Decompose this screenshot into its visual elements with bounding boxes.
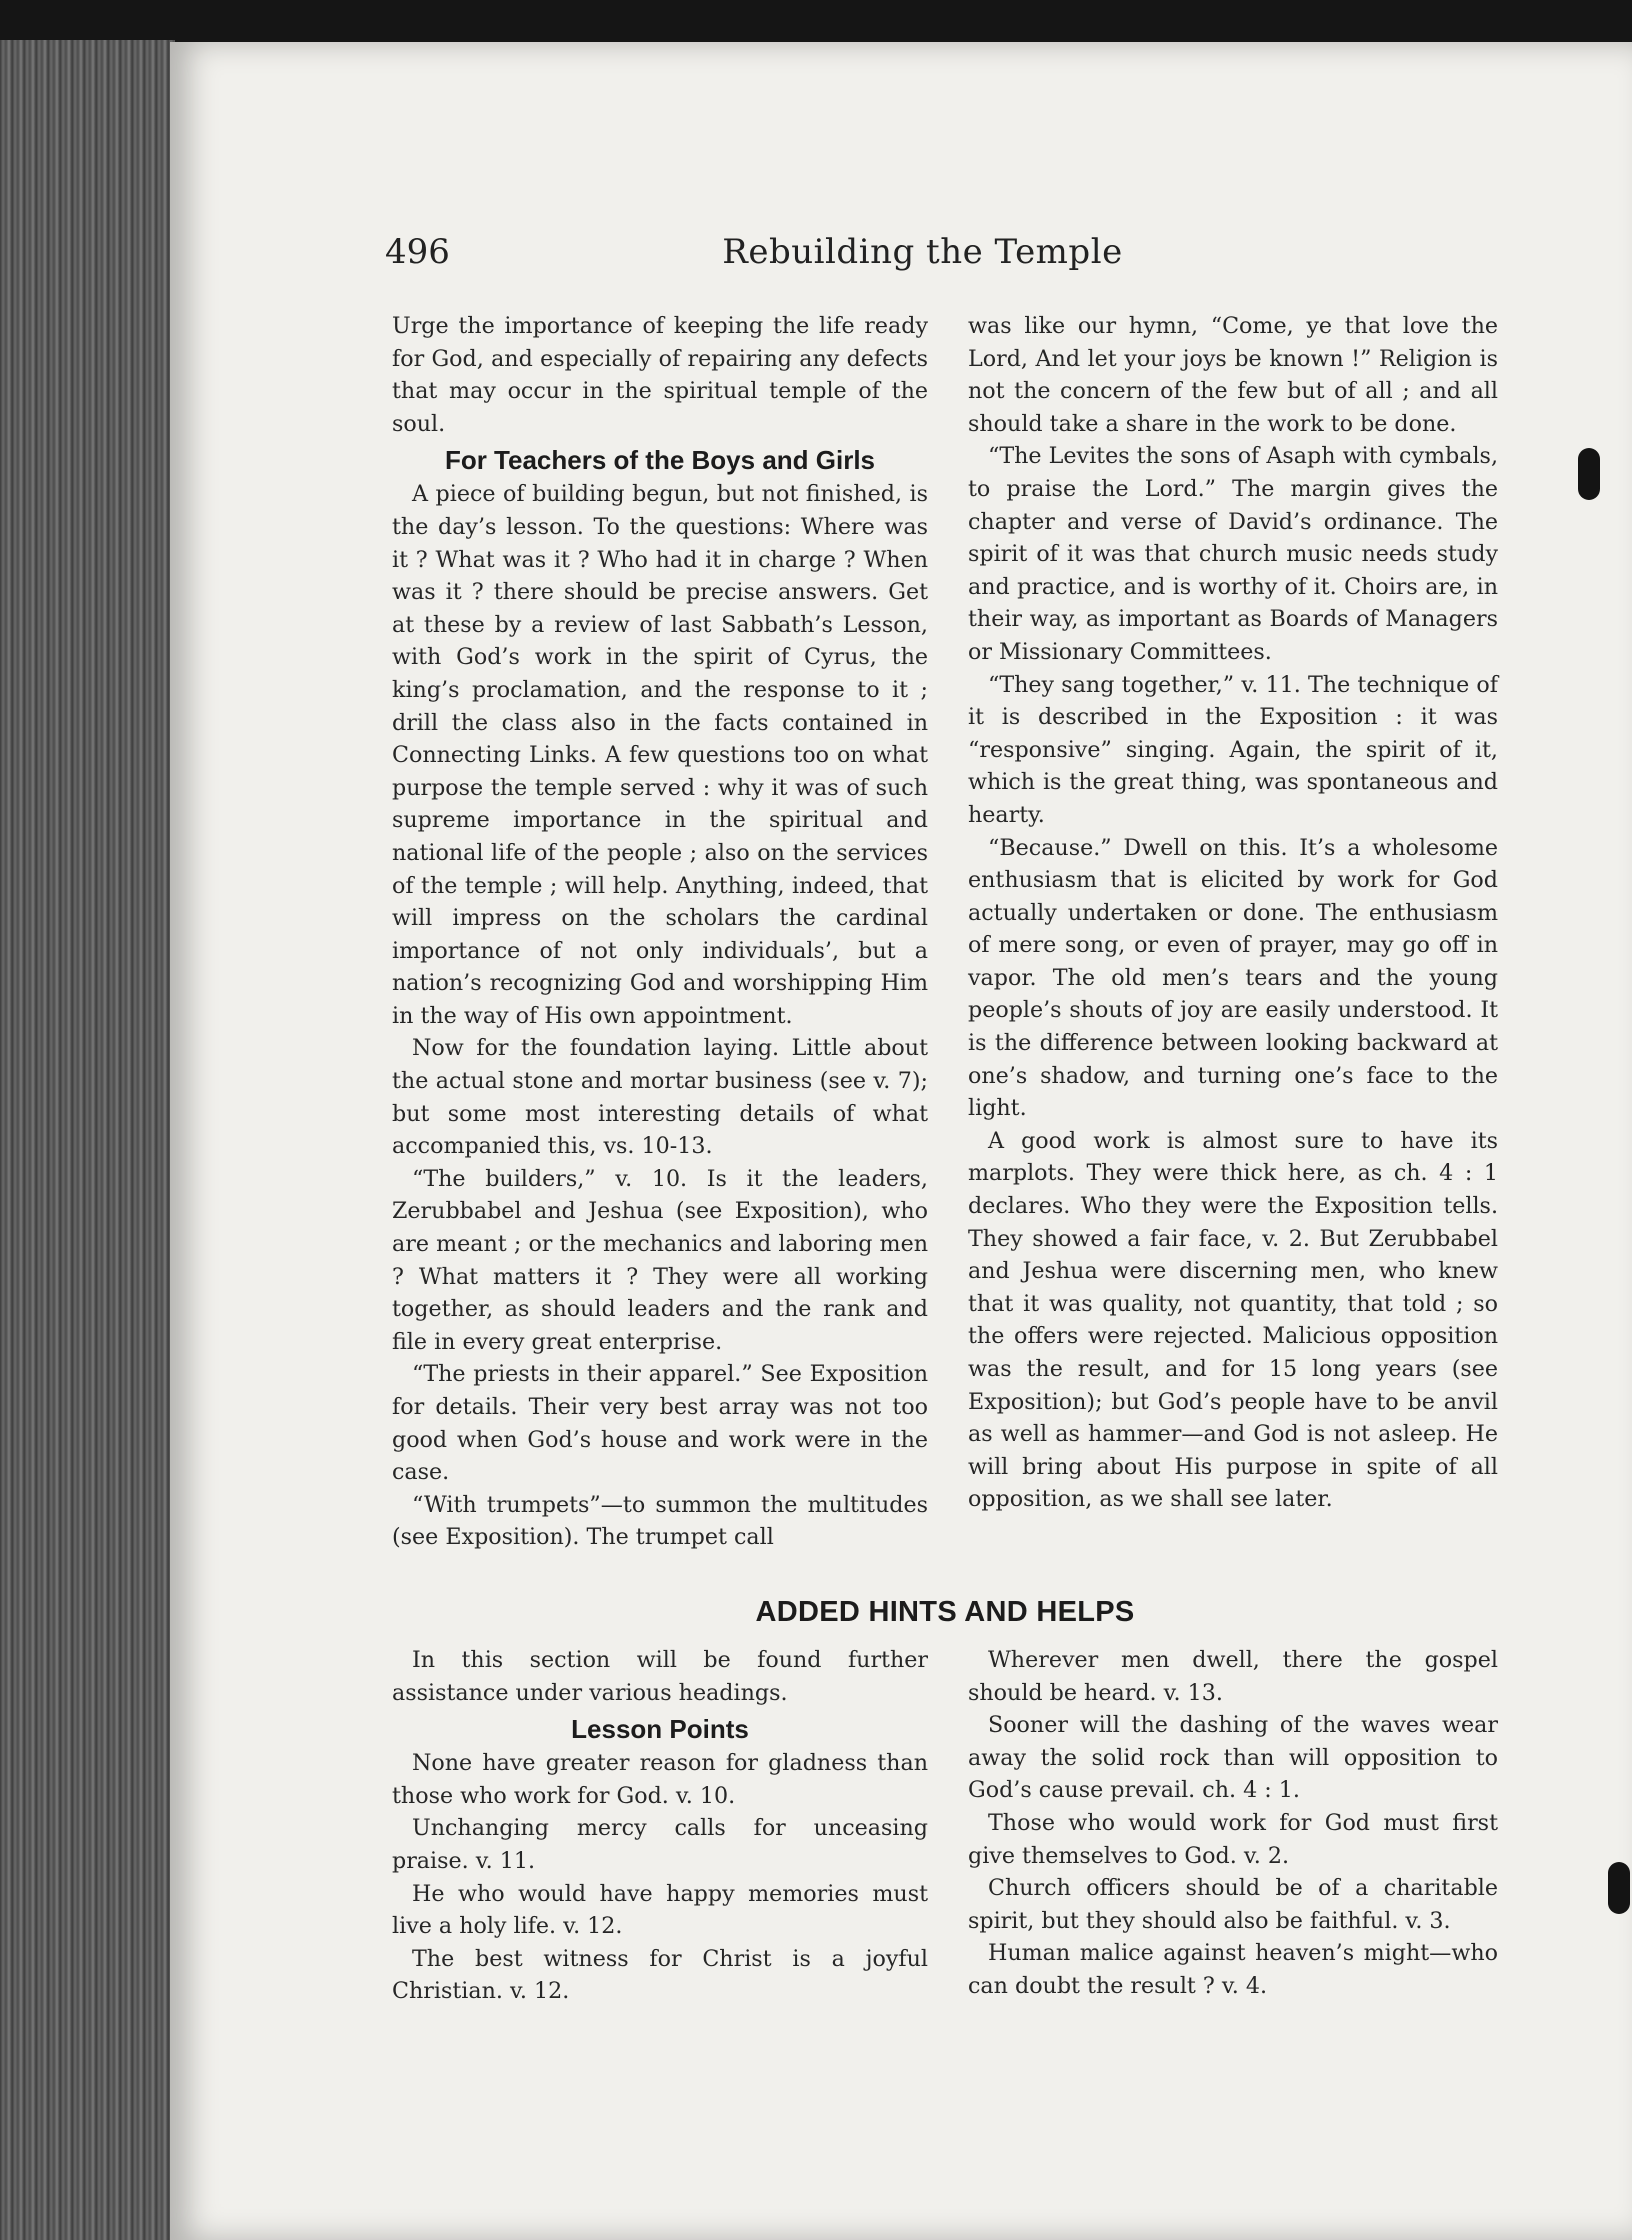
body-paragraph: “They sang together,” v. 11. The technique of it is described in the Exposition : it was “responsive” singing. Again, the spirit of it, which is the great thing, was spontaneous and hearty. — [968, 671, 1498, 828]
lesson-point: He who would have happy memories must live a holy life. v. 12. — [392, 1880, 928, 1940]
body-paragraph: A good work is almost sure to have its marplots. They were thick here, as ch. 4 : 1 declares. Who they were the Exposition tells. They showed a fair face, v. 2. But Zerubbabel and Jeshua were discerning men, who knew that it was quality, not quantity, that told ; so the offers were rejected. Malicious opposition was the result, and for 15 long years (see Exposition); but God’s people have to be anvil as well as hammer—and God is not asleep. He will bring about His purpose in spite of all opposition, as we shall see later. — [968, 1127, 1498, 1513]
lesson-point: None have greater reason for gladness than those who work for God. v. 10. — [392, 1750, 928, 1809]
body-paragraph: “Because.” Dwell on this. It’s a wholesome enthusiasm that is elicited by work for God actually undertaken or done. The enthusiasm of mere song, or even of prayer, may go off in vapor. The old men’s tears and the young people’s shouts of joy are easily understood. It is the difference between looking backward at one’s shadow, and turning one’s face to the light. — [968, 834, 1498, 1122]
body-paragraph: Now for the foundation laying. Little about the actual stone and mortar business (see v. 7); but some most interesting details of what accompanied this, vs. 10-13. — [392, 1035, 928, 1160]
binder-hole-upper — [1578, 448, 1600, 500]
continued-paragraph: was like our hymn, “Come, ye that love the Lord, And let your joys be known !” Religion is not the concern of the few but of all ; and all should take a share in the work to be done. — [968, 313, 1498, 437]
lesson-point: Human malice against heaven’s might—who can doubt the result ? v. 4. — [968, 1940, 1498, 1999]
lesson-point: Those who would work for God must first give themselves to God. v. 2. — [968, 1809, 1498, 1869]
lesson-point: Wherever men dwell, there the gospel should be heard. v. 13. — [968, 1647, 1498, 1706]
body-paragraph: A piece of building begun, but not finished, is the day’s lesson. To the questions: Where was it ? What was it ? Who had it in charge ? When was it ? there should be precise answers. Get at these by a review of last Sabbath’s Lesson, with God’s work in the spirit of Cyrus, the king’s proclamation, and the response to it ; drill the class also in the facts contained in Connecting Links. A few questions too on what purpose the temple served : why it was of such supreme importance in the spiritual and national life of the people ; also on the services of the temple ; will help. Anything, indeed, that will impress on the scholars the cardinal importance of not only individuals’, but a nation’s recognizing God and worshipping Him in the way of His own appointment. — [392, 481, 928, 1029]
left-column — [392, 310, 928, 1554]
intro-paragraph: Urge the importance of keeping the life ready for God, and especially of repairing any defects that may occur in the spiritual temple of the soul. — [392, 313, 928, 437]
section-subheading: For Teachers of the Boys and Girls — [444, 445, 876, 476]
running-title: Rebuilding the Temple — [722, 232, 1123, 272]
binder-hole-lower — [1608, 1862, 1630, 1914]
book-page-edges — [0, 40, 175, 2240]
body-paragraph: “The Levites the sons of Asaph with cymbals, to praise the Lord.” The margin gives the chapter and verse of David’s ordinance. The spirit of it was that church music needs study and practice, and is worthy of it. Choirs are, in their way, as important as Boards of Managers or Missionary Committees. — [968, 443, 1498, 665]
hints-left-column — [392, 1644, 928, 2008]
body-paragraph: “With trumpets”—to summon the multitudes (see Exposition). The trumpet call — [392, 1491, 928, 1551]
right-column — [968, 310, 1498, 1516]
lesson-point: Sooner will the dashing of the waves wear away the solid rock than will opposition to God’s cause prevail. ch. 4 : 1. — [968, 1712, 1498, 1804]
lesson-point: The best witness for Christ is a joyful Christian. v. 12. — [392, 1945, 928, 2005]
hints-intro: In this section will be found further assistance under various headings. — [392, 1647, 928, 1706]
scan-top-border — [0, 0, 1632, 48]
lesson-point: Unchanging mercy calls for unceasing praise. v. 11. — [392, 1815, 928, 1874]
body-paragraph: “The priests in their apparel.” See Exposition for details. Their very best array was not too good when God’s house and work were in the case. — [392, 1361, 928, 1486]
lesson-points-heading: Lesson Points — [571, 1714, 749, 1745]
added-hints-heading: ADDED HINTS AND HELPS — [755, 1596, 1135, 1628]
hints-right-column — [968, 1644, 1498, 2003]
page-number: 496 — [385, 232, 450, 272]
body-paragraph: “The builders,” v. 10. Is it the leaders, Zerubbabel and Jeshua (see Exposition), who are meant ; or the mechanics and laboring men ? What matters it ? They were all working together, as should leaders and the rank and file in every great enterprise. — [392, 1165, 928, 1355]
page-header — [385, 232, 1460, 282]
lesson-point: Church officers should be of a charitable spirit, but they should also be faithful. v. 3. — [968, 1875, 1498, 1934]
